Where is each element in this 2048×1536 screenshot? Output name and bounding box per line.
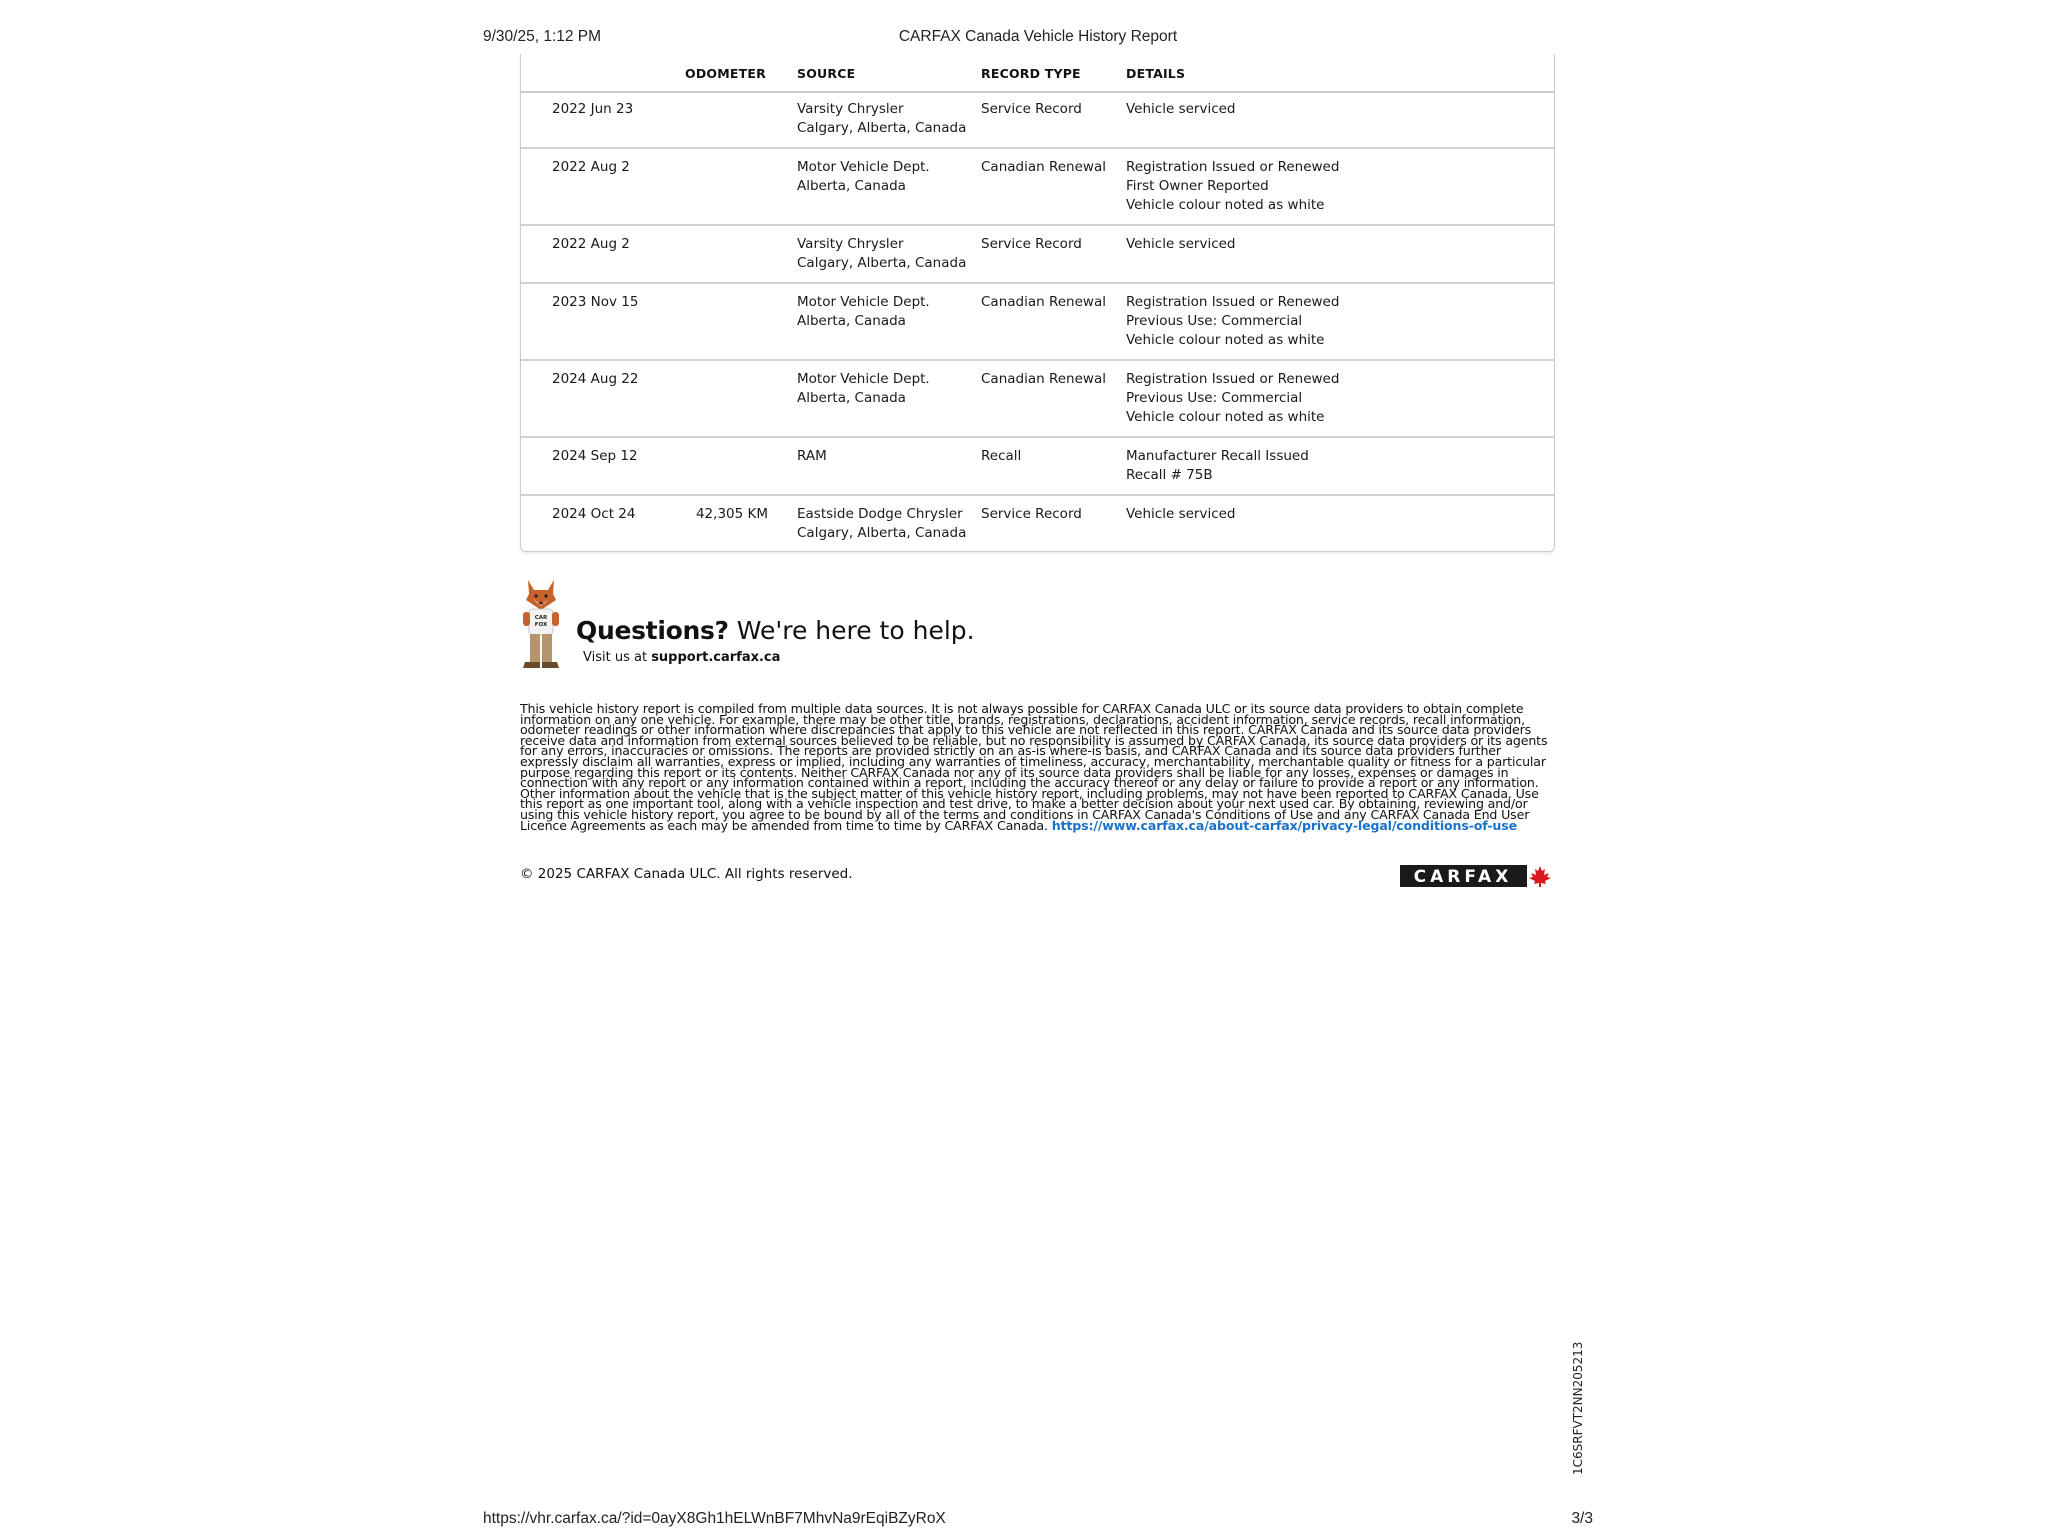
help-title [576, 616, 975, 645]
record-date: 2022 Aug 2 [552, 236, 630, 252]
help-title-rest: We're here to help. [728, 616, 975, 645]
record-source-line: Calgary, Alberta, Canada [797, 255, 967, 271]
record-source-line: Calgary, Alberta, Canada [797, 525, 967, 541]
record-type: Canadian Renewal [981, 371, 1106, 387]
table-row [521, 438, 1554, 496]
record-details [1126, 100, 1236, 119]
vin-vertical [1571, 1341, 1585, 1475]
record-detail-line: Registration Issued or Renewed [1126, 159, 1340, 175]
record-detail-line: Vehicle serviced [1126, 101, 1236, 117]
record-details [1126, 370, 1339, 427]
record-detail-line: Registration Issued or Renewed [1126, 294, 1340, 310]
record-source-line: Varsity Chrysler [797, 236, 904, 252]
record-source-line: Calgary, Alberta, Canada [797, 120, 967, 136]
record-detail-line: First Owner Reported [1126, 178, 1269, 194]
help-section [520, 576, 1120, 676]
table-row [521, 361, 1554, 438]
record-source-line: Alberta, Canada [797, 178, 906, 194]
help-visit [583, 650, 780, 665]
print-footer [483, 1510, 1593, 1532]
record-odometer: 42,305 KM [695, 506, 768, 522]
record-source [797, 158, 930, 196]
record-detail-line: Registration Issued or Renewed [1126, 371, 1340, 387]
record-detail-line: Previous Use: Commercial [1126, 390, 1303, 406]
record-date: 2022 Aug 2 [552, 159, 630, 175]
record-source [797, 235, 966, 273]
record-source-line: RAM [797, 448, 827, 464]
record-detail-line: Previous Use: Commercial [1126, 313, 1303, 329]
copyright: © 2025 CARFAX Canada ULC. All rights reserved. [520, 866, 853, 882]
carfax-canada-logo [1400, 864, 1552, 888]
record-source [797, 100, 966, 138]
report-url: https://vhr.carfax.ca/?id=0ayX8Gh1hELWnBF7MhvNa9rEqiBZyRoX [483, 1510, 946, 1527]
record-source [797, 370, 930, 408]
table-row [521, 284, 1554, 361]
column-odometer: ODOMETER [685, 66, 766, 81]
column-source: SOURCE [797, 66, 856, 81]
vehicle-history-table [520, 54, 1555, 552]
record-detail-line: Recall # 75B [1126, 467, 1213, 483]
print-title: CARFAX Canada Vehicle History Report [898, 28, 1178, 45]
record-detail-line: Vehicle serviced [1126, 236, 1236, 252]
record-type: Canadian Renewal [981, 159, 1106, 175]
record-type: Service Record [981, 506, 1082, 522]
record-source-line: Motor Vehicle Dept. [797, 371, 930, 387]
record-source-line: Varsity Chrysler [797, 101, 904, 117]
record-detail-line: Vehicle serviced [1126, 506, 1236, 522]
record-details [1126, 293, 1339, 350]
record-source-line: Alberta, Canada [797, 390, 906, 406]
table-row [521, 149, 1554, 226]
table-row [521, 226, 1554, 284]
record-detail-line: Vehicle colour noted as white [1126, 197, 1325, 213]
record-detail-line: Vehicle colour noted as white [1126, 332, 1325, 348]
record-type: Canadian Renewal [981, 294, 1106, 310]
vin-text: 1C6SRFVT2NN205213 [1571, 1341, 1585, 1475]
record-date: 2022 Jun 23 [552, 101, 634, 117]
record-details [1126, 158, 1339, 215]
print-datetime: 9/30/25, 1:12 PM [483, 28, 602, 45]
record-details [1126, 235, 1236, 254]
help-title-bold: Questions? [576, 616, 729, 645]
svg-text:FOX: FOX [534, 622, 548, 628]
record-source [797, 505, 966, 543]
record-source-line: Eastside Dodge Chrysler [797, 506, 963, 522]
support-link[interactable]: support.carfax.ca [651, 650, 781, 665]
print-header [483, 28, 1593, 52]
page-number: 3/3 [1571, 1510, 1593, 1527]
record-detail-line: Manufacturer Recall Issued [1126, 448, 1309, 464]
record-date: 2024 Oct 24 [552, 506, 636, 522]
record-date: 2024 Aug 22 [552, 371, 639, 387]
svg-text:CAR: CAR [534, 615, 548, 621]
record-source-line: Alberta, Canada [797, 313, 906, 329]
column-record-type: RECORD TYPE [981, 66, 1081, 81]
table-row [521, 496, 1554, 554]
record-type: Service Record [981, 236, 1082, 252]
record-type: Recall [981, 448, 1022, 464]
disclaimer-text: This vehicle history report is compiled from multiple data sources. It is not always possible for CARFAX Canada ULC or its source data providers to obtain complete information on any one vehicle. For example, there may be other title, brands, registrations, declarations, accident information, service records, recall information, odometer readings or other information where discrepancies that apply to this vehicle are not reflected in this report. CARFAX Canada and its source data providers receive data and information from external sources believed to be reliable, but no responsibility is assumed by CARFAX Canada, its source data providers or its agents for any errors, inaccuracies or omissions. The reports are provided strictly on an as-is where-is basis, and CARFAX Canada and its source data providers further expressly disclaim all warranties, express or implied, including any warranties of timeliness, accuracy, merchantability, merchantable quality or fitness for a particular purpose regarding this report or its contents. Neither CARFAX Canada nor any of its source data providers shall be liable for any losses, expenses or damages in connection with any report or any information contained within a report, including the accuracy thereof or any delay or failure to provide a report or any information. Other information about the vehicle that is the subject matter of this vehicle history report, including problems, may not have been reported to CARFAX Canada. Use this report as one important tool, along with a vehicle inspection and test drive, to make a better decision about your next used car. By obtaining, reviewing and/or using this vehicle history report, you agree to be bound by all of the terms and conditions in CARFAX Canada's Conditions of Use and any CARFAX Canada End User Licence Agreements as each may be amended from time to time by CARFAX Canada. [520, 701, 1548, 833]
table-body [521, 91, 1554, 554]
record-source [797, 293, 930, 331]
record-details [1126, 505, 1236, 524]
record-date: 2023 Nov 15 [552, 294, 639, 310]
conditions-of-use-link[interactable]: https://www.carfax.ca/about-carfax/privacy-legal/conditions-of-use [1051, 817, 1517, 833]
record-source [797, 447, 827, 466]
disclaimer [520, 701, 1560, 833]
record-detail-line: Vehicle colour noted as white [1126, 409, 1325, 425]
table-header [521, 54, 1554, 93]
table-row [521, 91, 1554, 149]
column-details: DETAILS [1126, 66, 1186, 81]
logo-wordmark: CARFAX [1413, 867, 1513, 887]
record-source-line: Motor Vehicle Dept. [797, 159, 930, 175]
record-details [1126, 447, 1309, 485]
carfox-mascot-icon [520, 576, 562, 672]
record-type: Service Record [981, 101, 1082, 117]
record-date: 2024 Sep 12 [552, 448, 638, 464]
help-visit-prefix: Visit us at [583, 650, 652, 665]
record-source-line: Motor Vehicle Dept. [797, 294, 930, 310]
